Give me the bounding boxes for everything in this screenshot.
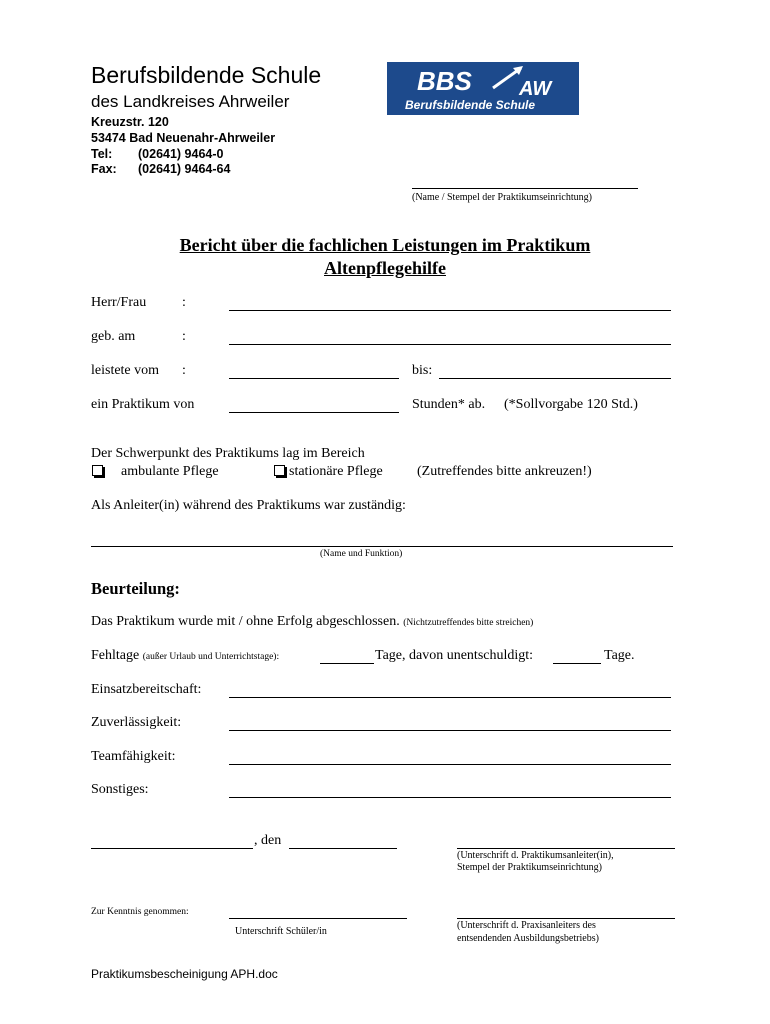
stamp-caption: (Name / Stempel der Praktikumseinrichtung): [412, 192, 592, 203]
period-colon: :: [182, 363, 186, 378]
teamwork-field[interactable]: [229, 764, 671, 765]
school-street: Kreuzstr. 120: [91, 115, 169, 129]
option-stationaer[interactable]: [274, 464, 383, 480]
phone-label: Tel:: [91, 147, 113, 161]
document-subtitle: Altenpflegehilfe: [324, 258, 446, 278]
hours-note: (*Sollvorgabe 120 Std.): [504, 397, 638, 412]
period-label: leistete vom: [91, 363, 160, 378]
teamwork-label: Teamfähigkeit:: [91, 749, 176, 764]
date-separator: , den: [254, 833, 282, 848]
internship-label: ein Praktikum von: [91, 397, 195, 412]
supervisor-signature-line[interactable]: [457, 848, 675, 849]
trainer-signature-caption-1: (Unterschrift d. Praxisanleiters des: [457, 920, 596, 931]
place-field[interactable]: [91, 848, 253, 849]
birth-label: geb. am: [91, 329, 136, 344]
completion-line: [91, 614, 533, 630]
stationaer-label: stationäre Pflege: [289, 464, 383, 479]
hours-text: Stunden* ab.: [412, 397, 486, 412]
school-name: Berufsbildende Schule: [91, 62, 322, 88]
unexcused-days-field[interactable]: [553, 663, 601, 664]
focus-hint: (Zutreffendes bitte ankreuzen!): [417, 464, 592, 479]
supervisor-signature-caption-2: Stempel der Praktikumseinrichtung): [457, 862, 602, 873]
ambulant-checkbox[interactable]: [92, 465, 103, 476]
document-title: Bericht über die fachlichen Leistungen im Praktikum: [179, 235, 591, 255]
absence-note: (außer Urlaub und Unterrichtstage):: [142, 652, 280, 662]
student-signature-line[interactable]: [229, 918, 407, 919]
name-field[interactable]: [229, 310, 671, 311]
ambulant-label: ambulante Pflege: [121, 464, 219, 479]
school-subtitle: des Landkreises Ahrweiler: [91, 92, 290, 111]
trainer-signature-line[interactable]: [457, 918, 675, 919]
until-label: bis:: [412, 363, 433, 378]
phone-value: (02641) 9464-0: [138, 147, 224, 161]
assessment-heading: Beurteilung:: [91, 579, 180, 598]
completion-text: Das Praktikum wurde mit / ohne Erfolg abgeschlossen.: [91, 614, 400, 629]
other-label: Sonstiges:: [91, 782, 149, 797]
supervisor-field[interactable]: [91, 546, 673, 547]
school-phone: [91, 147, 223, 161]
absence-end-text: Tage.: [604, 648, 635, 663]
absence-days-field[interactable]: [320, 663, 374, 664]
name-colon: :: [182, 295, 186, 310]
supervisor-signature-caption-1: (Unterschrift d. Praktikumsanleiter(in),: [457, 850, 614, 861]
logo-aw-text: AW: [519, 78, 552, 100]
other-field[interactable]: [229, 797, 671, 798]
commitment-label: Einsatzbereitschaft:: [91, 682, 202, 697]
focus-intro: Der Schwerpunkt des Praktikums lag im Bereich: [91, 446, 365, 461]
logo-sub-text: Berufsbildende Schule: [405, 98, 536, 112]
period-until-field[interactable]: [439, 378, 671, 379]
completion-note: (Nichtzutreffendes bitte streichen): [403, 618, 534, 628]
reliability-label: Zuverlässigkeit:: [91, 715, 182, 730]
footer-filename: Praktikumsbescheinigung APH.doc: [91, 967, 278, 981]
absence-label: Fehltage: [91, 648, 140, 663]
supervisor-text: Als Anleiter(in) während des Praktikums war zuständig:: [91, 498, 406, 513]
birth-colon: :: [182, 329, 186, 344]
absence-days-text: Tage, davon unentschuldigt:: [375, 648, 534, 663]
reliability-field[interactable]: [229, 730, 671, 731]
student-signature-caption: Unterschrift Schüler/in: [235, 926, 327, 937]
school-logo: [387, 62, 579, 115]
supervisor-caption: (Name und Funktion): [320, 549, 403, 559]
period-from-field[interactable]: [229, 378, 399, 379]
noted-label: Zur Kenntnis genommen:: [91, 907, 189, 917]
school-city: 53474 Bad Neuenahr-Ahrweiler: [91, 131, 276, 145]
stationaer-checkbox[interactable]: [274, 465, 285, 476]
absence-line: [91, 648, 279, 664]
option-ambulant[interactable]: [92, 464, 219, 480]
stamp-line[interactable]: [412, 188, 638, 189]
logo-bbs-text: BBS: [417, 66, 472, 96]
school-fax: [91, 162, 230, 176]
trainer-signature-caption-2: entsendenden Ausbildungsbetriebs): [457, 933, 599, 944]
birth-field[interactable]: [229, 344, 671, 345]
fax-value: (02641) 9464-64: [138, 162, 231, 176]
commitment-field[interactable]: [229, 697, 671, 698]
date-field[interactable]: [289, 848, 397, 849]
fax-label: Fax:: [91, 162, 117, 176]
name-label: Herr/Frau: [91, 295, 147, 310]
hours-field[interactable]: [229, 412, 399, 413]
